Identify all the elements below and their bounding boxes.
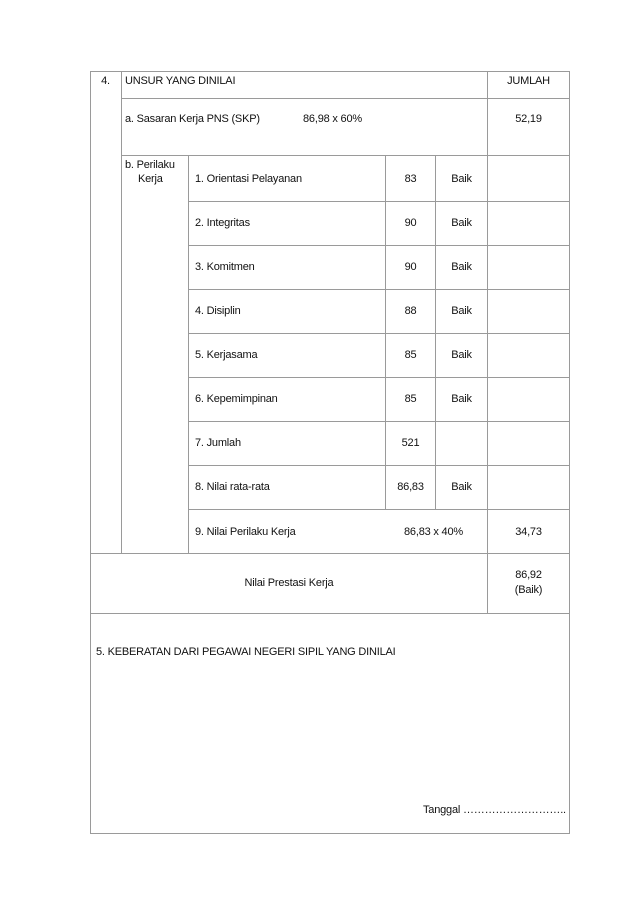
row-divider-6 [188, 421, 570, 422]
header-jumlah-label: JUMLAH [507, 75, 550, 87]
criteria-label: 2. Integritas [195, 217, 250, 229]
perilaku-label: b. Perilaku [125, 159, 175, 171]
table-border-right [569, 71, 570, 834]
keberatan-title: 5. KEBERATAN DARI PEGAWAI NEGERI SIPIL YANG DINILAI [96, 646, 396, 658]
table-border-top [90, 71, 570, 72]
section-number: 4. [101, 75, 110, 87]
criteria-label: 6. Kepemimpinan [195, 393, 278, 405]
prestasi-grade: (Baik) [514, 584, 543, 596]
skp-label: a. Sasaran Kerja PNS (SKP) [125, 113, 260, 125]
criteria-grade: Baik [451, 349, 472, 361]
criteria-label: 3. Komitmen [195, 261, 255, 273]
nilai-perilaku-label: 9. Nilai Perilaku Kerja [195, 526, 296, 538]
criteria-label: 8. Nilai rata-rata [195, 481, 270, 493]
criteria-score: 90 [404, 217, 417, 229]
row-divider-3 [188, 289, 570, 290]
criteria-label: 4. Disiplin [195, 305, 241, 317]
skp-total: 52,19 [515, 113, 542, 125]
criteria-label: 1. Orientasi Pelayanan [195, 173, 302, 185]
row-divider-5 [188, 377, 570, 378]
criteria-score: 88 [404, 305, 417, 317]
criteria-score: 83 [404, 173, 417, 185]
nilai-perilaku-formula: 86,83 x 40% [404, 526, 463, 538]
criteria-score: 86,83 [397, 481, 424, 493]
criteria-label: 7. Jumlah [195, 437, 241, 449]
criteria-grade: Baik [451, 481, 472, 493]
perilaku-label-cont: Kerja [138, 173, 163, 185]
row-divider-header [121, 98, 570, 99]
row-divider-prestasi-end [90, 613, 570, 614]
col-divider-perilaku [188, 155, 189, 554]
table-border-bottom [90, 833, 570, 834]
row-divider-section4-end [90, 553, 570, 554]
prestasi-label: Nilai Prestasi Kerja [244, 577, 334, 589]
criteria-grade: Baik [451, 217, 472, 229]
criteria-score: 85 [404, 349, 417, 361]
row-divider-4 [188, 333, 570, 334]
criteria-score: 90 [404, 261, 417, 273]
tanggal-field: Tanggal ……………………….. [423, 804, 566, 816]
criteria-grade: Baik [451, 305, 472, 317]
nilai-perilaku-total: 34,73 [515, 526, 542, 538]
row-divider-8 [188, 509, 570, 510]
criteria-grade: Baik [451, 173, 472, 185]
criteria-grade: Baik [451, 261, 472, 273]
col-divider-number [121, 71, 122, 554]
criteria-score: 521 [401, 437, 420, 449]
col-divider-score [385, 155, 386, 510]
skp-formula: 86,98 x 60% [303, 113, 362, 125]
row-divider-1 [188, 201, 570, 202]
criteria-grade: Baik [451, 393, 472, 405]
col-divider-grade [435, 155, 436, 510]
col-divider-total-lower [487, 155, 488, 614]
criteria-score: 85 [404, 393, 417, 405]
prestasi-value: 86,92 [515, 569, 542, 581]
criteria-label: 5. Kerjasama [195, 349, 258, 361]
header-unsur-label: UNSUR YANG DINILAI [125, 75, 236, 87]
table-border-left [90, 71, 91, 834]
row-divider-2 [188, 245, 570, 246]
row-divider-7 [188, 465, 570, 466]
